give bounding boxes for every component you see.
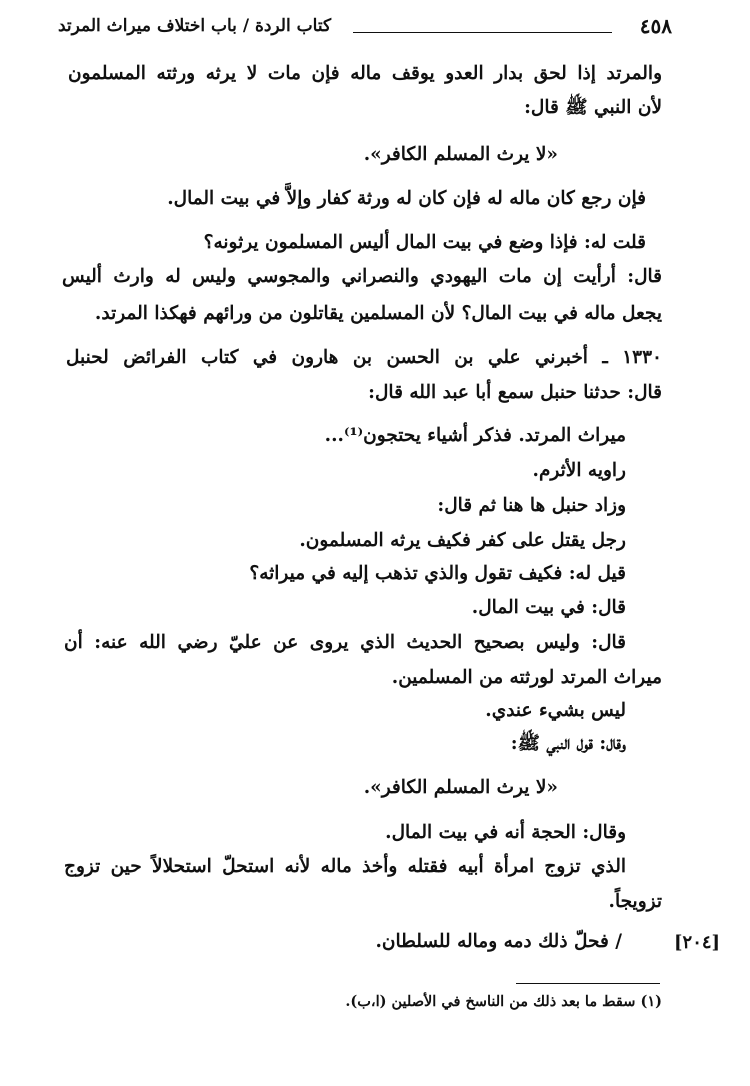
text-line: ميراث المرتد لورثته من المسلمين. — [391, 667, 662, 688]
text-line: راويه الأثرم. — [532, 460, 626, 481]
footnote-separator — [516, 983, 660, 984]
page-number: ٤٥٨ — [639, 14, 672, 38]
text-line: قلت له: فإذا وضع في بيت المال أليس المسلمون يرثونه؟ — [203, 232, 646, 253]
running-header — [58, 14, 672, 42]
text-line: لأن النبي ﷺ قال: — [524, 97, 662, 118]
text-line: وقال: قول النبي ﷺ: — [510, 733, 626, 754]
text-line: وقال: الحجة أنه في بيت المال. — [385, 822, 626, 843]
text-line: ميراث المرتد. فذكر أشياء يحتجون⁽¹⁾... — [324, 425, 626, 446]
narration-heading: ١٣٣٠ ـ أخبرني علي بن الحسن بن هارون في كتاب الفرائض لحنبل — [66, 347, 662, 368]
text-line: وزاد حنبل ها هنا ثم قال: — [437, 495, 626, 516]
header-rule — [353, 32, 612, 33]
text-line: والمرتد إذا لحق بدار العدو يوقف ماله فإن مات لا يرثه ورثته المسلمون — [68, 63, 662, 84]
quote-line: «لا يرث المسلم الكافر». — [363, 144, 558, 165]
text-line: الذي تزوج امرأة أبيه فقتله وأخذ ماله لأنه استحلّ استحلالاً حين تزوج — [64, 856, 626, 877]
margin-page-reference: [٢٠٤] — [674, 932, 721, 953]
text-line: / فحلّ ذلك دمه وماله للسلطان. — [375, 931, 622, 952]
text-line: قال: في بيت المال. — [471, 597, 626, 618]
quote-line: «لا يرث المسلم الكافر». — [363, 777, 558, 798]
running-title: كتاب الردة / باب اختلاف ميراث المرتد — [58, 16, 332, 36]
footnote: (١) سقط ما بعد ذلك من الناسخ في الأصلين (ا،ب). — [345, 993, 662, 1010]
text-line: قال: حدثنا حنبل سمع أبا عبد الله قال: — [368, 382, 662, 403]
text-line: قيل له: فكيف تقول والذي تذهب إليه في ميراثه؟ — [249, 563, 626, 584]
text-line: يجعل ماله في بيت المال؟ لأن المسلمين يقاتلون من ورائهم فهكذا المرتد. — [94, 303, 662, 324]
text-line: رجل يقتل على كفر فكيف يرثه المسلمون. — [299, 530, 626, 551]
text-line: فإن رجع كان ماله له فإن كان له ورثة كفار وإلاَّ في بيت المال. — [167, 188, 646, 209]
text-line: قال: وليس بصحيح الحديث الذي يروى عن عليّ رضي الله عنه: أن — [64, 632, 626, 653]
text-line: ليس بشيء عندي. — [485, 700, 626, 721]
text-line: تزويجاً. — [608, 891, 662, 912]
text-line: قال: أرأيت إن مات اليهودي والنصراني والمجوسي وليس له وارث أليس — [62, 266, 662, 287]
